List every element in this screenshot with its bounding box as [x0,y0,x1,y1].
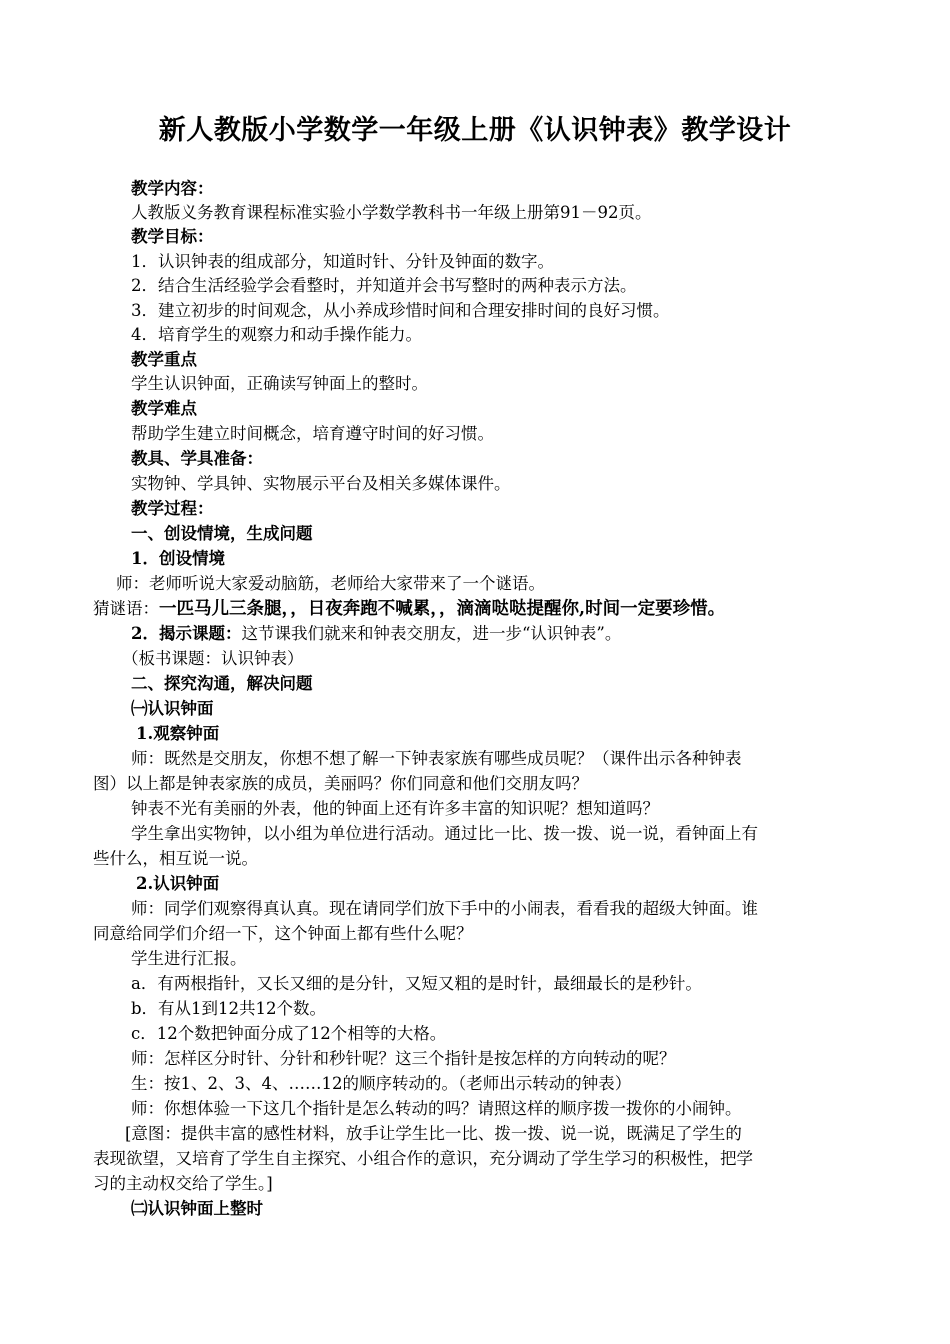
key-heading: 教学重点 [131,350,197,369]
part1-sub2-label: 2．揭示课题： [131,624,242,643]
list-item: a．有两根指针，又长又细的是分针，又短又粗的是时针，最细最长的是秒针。 [131,974,702,993]
riddle-line [93,597,725,621]
part1-sub2-text: 这节课我们就来和钟表交朋友，进一步“认识钟表”。 [241,624,622,643]
goal-item: 4．培育学生的观察力和动手操作能力。 [131,325,422,344]
paragraph-line: 师：同学们观察得真认真。现在请同学们放下手中的小闹表，看看我的超级大钟面。谁 [131,899,758,918]
paragraph-line: 学生进行汇报。 [131,949,247,968]
tools-text: 实物钟、学具钟、实物展示平台及相关多媒体课件。 [131,474,511,493]
difficulty-heading: 教学难点 [131,399,197,418]
paragraph-line: 师：你想体验一下这几个指针是怎么转动的吗？请照这样的顺序拨一拨你的小闹钟。 [131,1099,742,1118]
key-text: 学生认识钟面，正确读写钟面上的整时。 [131,374,428,393]
goal-item: 1．认识钟表的组成部分，知道时针、分针及钟面的数字。 [131,252,554,271]
intent-line: 习的主动权交给了学生。] [93,1174,273,1193]
paragraph-line: 同意给同学们介绍一下，这个钟面上都有些什么呢？ [93,924,473,943]
sec2-heading: ㈡认识钟面上整时 [131,1199,263,1218]
paragraph-line: 学生拿出实物钟，以小组为单位进行活动。通过比一比、拨一拨、说一说，看钟面上有 [131,824,758,843]
sec1-heading: ㈠认识钟面 [131,699,214,718]
paragraph-line: 师：既然是交朋友，你想不想了解一下钟表家族有哪些成员呢？（课件出示各种钟表 [131,749,742,768]
part2-heading: 二、探究沟通，解决问题 [131,674,313,693]
sec1-sub1: 1.观察钟面 [136,724,220,743]
part1-teacher-line: 师：老师听说大家爱动脑筋，老师给大家带来了一个谜语。 [116,574,545,593]
process-heading: 教学过程： [131,499,214,518]
paragraph-line: 师：怎样区分时针、分针和秒针呢？这三个指针是按怎样的方向转动的呢？ [131,1049,676,1068]
paragraph-line: 钟表不光有美丽的外表，他的钟面上还有许多丰富的知识呢？想知道吗？ [131,799,659,818]
riddle-label: 猜谜语： [93,599,159,618]
document-title: 新人教版小学数学一年级上册《认识钟表》教学设计 [158,115,792,146]
intent-line: [意图：提供丰富的感性材料，放手让学生比一比、拨一拨、说一说，既满足了学生的 [125,1124,742,1143]
paragraph-line: 些什么，相互说一说。 [93,849,258,868]
part1-sub2-line [131,622,621,646]
riddle-text: 一匹马儿三条腿，，日夜奔跑不喊累，，滴滴哒哒提醒你,时间一定要珍惜。 [159,599,726,619]
goals-heading: 教学目标： [131,227,214,246]
sec1-sub2: 2.认识钟面 [136,874,220,893]
content-text: 人教版义务教育课程标准实验小学数学教科书一年级上册第91－92页。 [131,203,652,222]
goal-item: 3．建立初步的时间观念，从小养成珍惜时间和合理安排时间的良好习惯。 [131,301,670,320]
part1-heading: 一、创设情境，生成问题 [131,524,313,543]
intent-line: 表现欲望，又培育了学生自主探究、小组合作的意识，充分调动了学生学习的积极性，把学 [93,1149,753,1168]
tools-heading: 教具、学具准备： [131,449,263,468]
part1-sub1: 1．创设情境 [131,549,225,568]
list-item: b．有从1到12共12个数。 [131,999,327,1018]
content-heading: 教学内容： [131,179,214,198]
paragraph-line: 图）以上都是钟表家族的成员，美丽吗？你们同意和他们交朋友吗？ [93,774,588,793]
difficulty-text: 帮助学生建立时间概念，培育遵守时间的好习惯。 [131,424,494,443]
goal-item: 2．结合生活经验学会看整时，并知道并会书写整时的两种表示方法。 [131,276,637,295]
board-note: （板书课题：认识钟表） [122,649,304,668]
paragraph-line: 生：按1、2、3、4、……12的顺序转动的。（老师出示转动的钟表） [131,1074,632,1093]
list-item: c．12个数把钟面分成了12个相等的大格。 [131,1024,447,1043]
